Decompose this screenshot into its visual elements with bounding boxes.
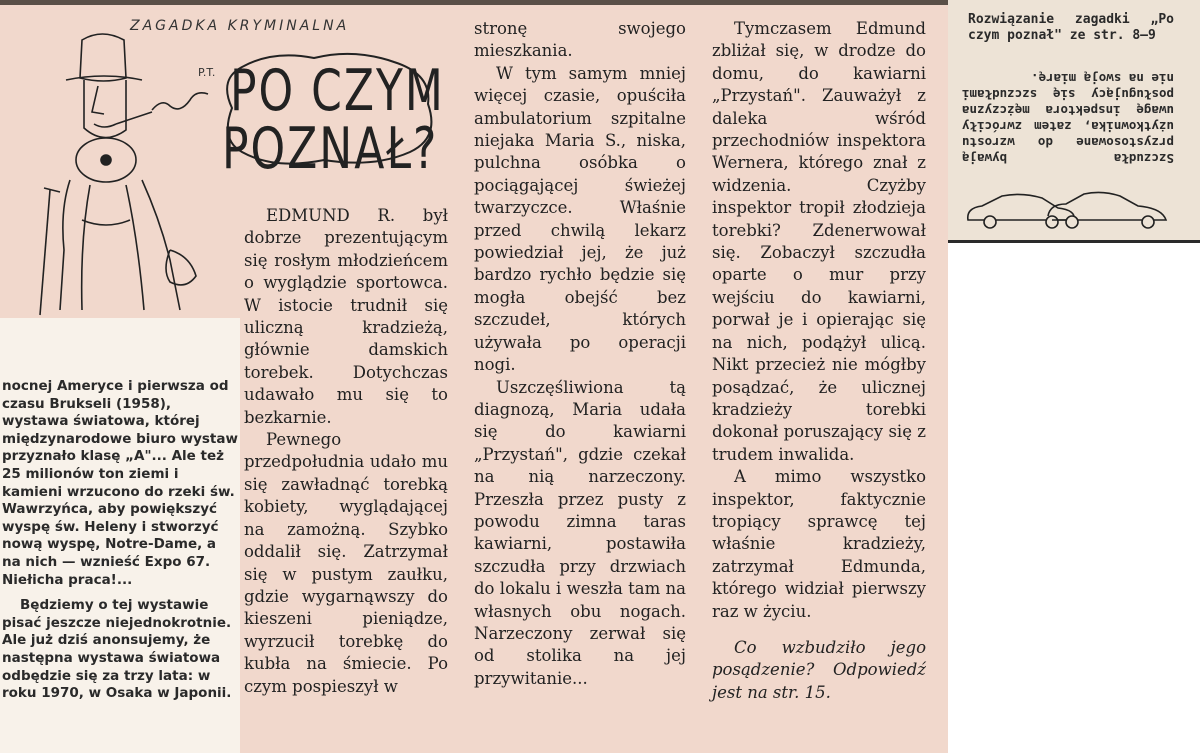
article-kicker: ZAGADKA KRYMINALNA (130, 18, 350, 34)
article-title-line1: PO CZYM (230, 58, 445, 125)
detective-illustration (20, 20, 220, 320)
top-rule (0, 0, 948, 5)
story-paragraph: W tym samym mniej więcej czasie, opuściła ambulatorium szpitalne niejaka Maria S., niska, pulchna osóbka o pociągającej świeżej twarzyczce. Właśnie przed chwilą lekarz powiedział jej, że już bardzo rychło będzie się mogła obejść bez szczudeł, których używała po operacji nogi. (474, 63, 686, 375)
cars-illustration (962, 186, 1182, 230)
story-paragraph: EDMUND R. był dobrze prezentującym się rosłym młodzieńcem o wyglądzie sportowca. W istocie trudnił się uliczną kradzieżą, głównie damskich torebek. Dotychczas udawało mu się to bezkarnie. (244, 206, 448, 427)
article-title-line2: POZNAŁ? (222, 116, 439, 183)
expo-paragraph: nocnej Ameryce i pierwsza od czasu Brukseli (1958), wystawa światowa, której międzynarodowe biuro wystaw przyznało klasę „A"... Ale też 25 milionów ton ziemi i kamieni wrzucono do rzeki św. Wawrzyńca, aby powiększyć wyspę św. Heleny i stworzyć nową wyspę, Notre-Dame, a na nich — wznieść Expo 67. Niełicha praca!... (2, 378, 238, 588)
solution-title: Rozwiązanie zagadki „Po czym poznał" ze str. 8—9 (968, 12, 1174, 43)
story-column-2 (474, 18, 686, 690)
story-paragraph: Uszczęśliwiona tą diagnozą, Maria udała się do kawiarni „Przystań", gdzie czekał na nią narzeczony. Przeszła przez pusty z powodu zimna taras kawiarni, postawiła szczudła przy drzwiach do lokalu i weszła tam na własnych obu nogach. Narzeczony zerwał się od stolika na jej przywitanie... (474, 377, 686, 688)
story-paragraph: A mimo wszystko inspektor, faktycznie tropiący sprawcę tej właśnie kradzieży, zatrzymał Edmunda, którego widział pierwszy raz w życiu. (712, 467, 926, 621)
story-column-1 (244, 205, 448, 698)
story-paragraph: Pewnego przedpołudnia udało mu się zawładnąć torebką kobiety, wyglądającej na zamożną. Szybko oddalił się. Zatrzymał się w pustym zaułku, gdzie wygarnąwszy do kieszeni pieniądze, wyrzucił torebkę do kubła na śmiecie. Po czym pospieszył w (244, 430, 448, 696)
solution-inverted-text (962, 70, 1174, 166)
story-question: Co wzbudziło jego posądzenie? Odpowiedź jest na str. 15. (712, 637, 926, 702)
story-paragraph: Tymczasem Edmund zbliżał się, w drodze do domu, do kawiarni „Przystań". Zauważył z daleka wśród przechodniów inspektora Wernera, którego znał z widzenia. Czyżby inspektor tropił złodzieja torebki? Zdenerwował się. Zobaczył szczudła oparte o mur przy wejściu do kawiarni, porwał je i opierając się na nich, podążył ulicą. Nikt przecież nie mógłby posądzać, że ulicznej kradzieży torebki dokonał poruszający się z trudem inwalida. (712, 19, 926, 464)
story-paragraph: stronę swojego mieszkania. (474, 19, 686, 61)
author-initials: P.T. (198, 66, 216, 79)
expo-article-column (2, 378, 238, 711)
expo-paragraph: Będziemy o tej wystawie pisać jeszcze niejednokrotnie. Ale już dziś anonsujemy, że następna wystawa światowa odbędzie się za trzy lata: w roku 1970, w Osaka w Japonii. (2, 597, 232, 702)
solution-answer: Szczudła bywają przystosowane do wzrostu użytkownika, zatem zwróciły uwagę inspektora mężczyzna posługujący się szczudłami nie na swoją miarę. (962, 71, 1174, 166)
story-column-3 (712, 18, 926, 704)
